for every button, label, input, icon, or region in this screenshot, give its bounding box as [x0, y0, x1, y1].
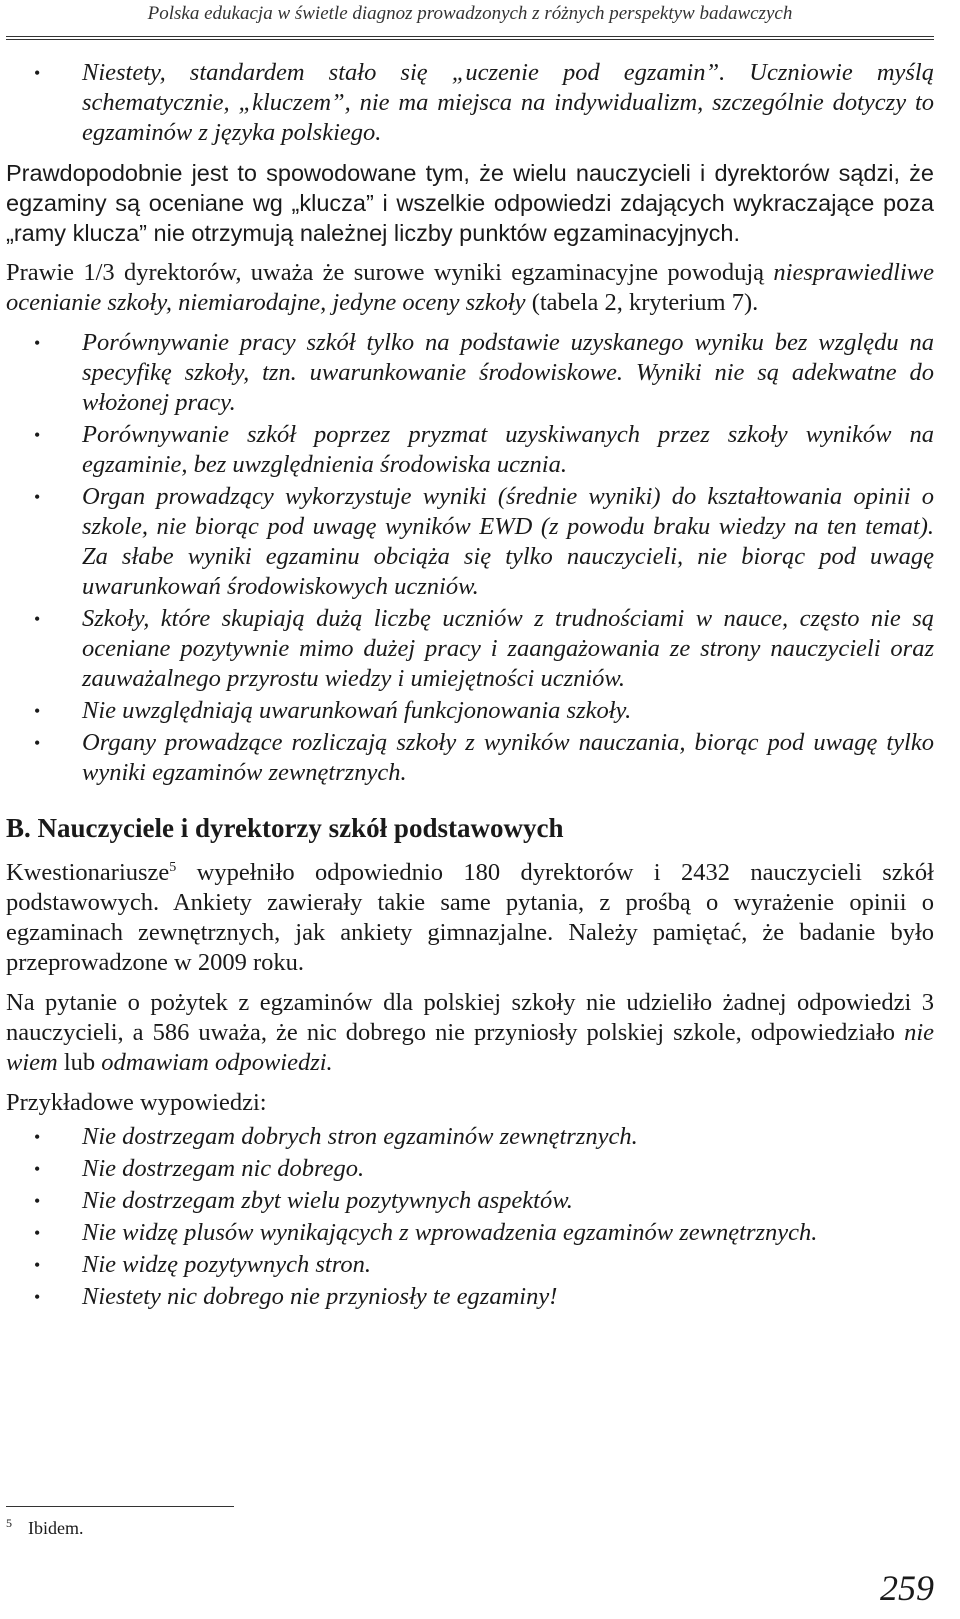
running-head: Polska edukacja w świetle diagnoz prowadzonych z różnych perspektyw badawczych	[147, 3, 793, 24]
bullet-icon: •	[34, 701, 41, 721]
footnote-text: Ibidem.	[28, 1518, 84, 1538]
bullet-list-2	[6, 328, 934, 788]
list-item: • Niestety nic dobrego nie przyniosły te egzaminy!	[34, 1283, 558, 1310]
footnote-number: 5	[6, 1516, 12, 1530]
bullet-icon: •	[34, 1223, 41, 1243]
bullet-list-3	[6, 1122, 934, 1312]
paragraph-directors-opinion: Prawie 1/3 dyrektorów, uważa że surowe wyniki egzaminacyjne powodują niesprawiedliwe ocenianie szkoły, niemiarodajne, jedyne oceny szkoły (tabela 2, kryterium 7).	[6, 259, 934, 316]
bullet-icon: •	[34, 425, 41, 445]
bullet-icon: •	[34, 609, 41, 629]
bullet-icon: •	[34, 487, 41, 507]
bullet-icon: •	[34, 1127, 41, 1147]
list-item: • Nie dostrzegam dobrych stron egzaminów zewnętrznych.	[34, 1123, 638, 1150]
page-number: 259	[880, 1568, 934, 1608]
paragraph-examples-intro: Przykładowe wypowiedzi:	[6, 1089, 267, 1116]
section-heading: B. Nauczyciele i dyrektorzy szkół podstawowych	[6, 813, 564, 843]
bullet-icon: •	[34, 733, 41, 753]
bullet-icon: •	[34, 333, 41, 353]
list-item: • Nie widzę pozytywnych stron.	[34, 1251, 371, 1278]
list-item: • Nie uwzględniają uwarunkowań funkcjonowania szkoły.	[34, 697, 632, 724]
list-item: • Organy prowadzące rozliczają szkoły z wyników nauczania, biorąc pod uwagę tylko wyniki egzaminów zewnętrznych.	[34, 729, 934, 786]
paragraph-benefit-question: Na pytanie o pożytek z egzaminów dla polskiej szkoły nie udzieliło żadnej odpowiedzi 3 nauczycieli, a 586 uważa, że nic dobrego nie przyniosły polskiej szkole, odpowiedziało nie wiem lub odmawiam odpowiedzi.	[6, 989, 934, 1076]
footnote	[6, 1518, 84, 1539]
footnote-ref[interactable]: 5	[169, 859, 177, 875]
paragraph-questionnaires: Kwestionariusze$^5$ wypełniło odpowiednio 180 dyrektorów i 2432 nauczycieli szkół podstawowych. Ankiety zawierały takie same pytania, z prośbą o wyrażenie opinii o egzaminach zewnętrznych, jak ankiety gimnazjalne. Należy pamiętać, że badanie było przeprowadzone w 2009 roku.	[6, 859, 934, 976]
list-item: • Nie widzę plusów wynikających z wprowadzenia egzaminów zewnętrznych.	[34, 1219, 818, 1246]
list-item: • Niestety, standardem stało się „uczenie pod egzamin”. Uczniowie myślą schematycznie, „kluczem”, nie ma miejsca na indywidualizm, szczególnie dotyczy to egzaminów z języka polskiego.	[34, 59, 934, 146]
footnote-rule	[6, 1506, 234, 1507]
list-item: • Szkoły, które skupiają dużą liczbę uczniów z trudnościami w nauce, często nie są oceniane pozytywnie mimo dużej pracy i zaangażowania ze strony nauczycieli oraz zauważalnego przyrostu wiedzy i umiejętności uczniów.	[34, 605, 934, 692]
list-item: • Nie dostrzegam nic dobrego.	[34, 1155, 365, 1182]
list-item: • Porównywanie pracy szkół tylko na podstawie uzyskanego wyniku bez względu na specyfikę szkoły, tzn. uwarunkowanie środowiskowe. Wyniki nie są adekwatne do włożonej pracy.	[34, 329, 934, 416]
bullet-icon: •	[34, 1255, 41, 1275]
list-item: • Nie dostrzegam zbyt wielu pozytywnych aspektów.	[34, 1187, 573, 1214]
bullet-icon: •	[34, 1191, 41, 1211]
list-item: • Organ prowadzący wykorzystuje wyniki (średnie wyniki) do kształtowania opinii o szkole, nie biorąc pod uwagę wyników EWD (z powodu braku wiedzy na ten temat). Za słabe wyniki egzaminu obciąża się tylko nauczycieli, nie biorąc pod uwagę uwarunkowań środowiskowych uczniów.	[34, 483, 934, 600]
list-item: • Porównywanie szkół poprzez pryzmat uzyskiwanych przez szkoły wyników na egzaminie, bez uwzględnienia środowiska ucznia.	[34, 421, 934, 478]
bullet-icon: •	[34, 63, 41, 83]
paragraph-probable-cause: Prawdopodobnie jest to spowodowane tym, że wielu nauczycieli i dyrektorów sądzi, że egzaminy są oceniane wg „klucza” i wszelkie odpowiedzi zdających wykraczające poza „ramy klucza” nie otrzymują należnej liczby punktów egzaminacyjnych.	[6, 160, 934, 246]
bullet-icon: •	[34, 1159, 41, 1179]
bullet-list-1	[6, 58, 934, 148]
header-rule	[6, 36, 934, 40]
bullet-icon: •	[34, 1287, 41, 1307]
